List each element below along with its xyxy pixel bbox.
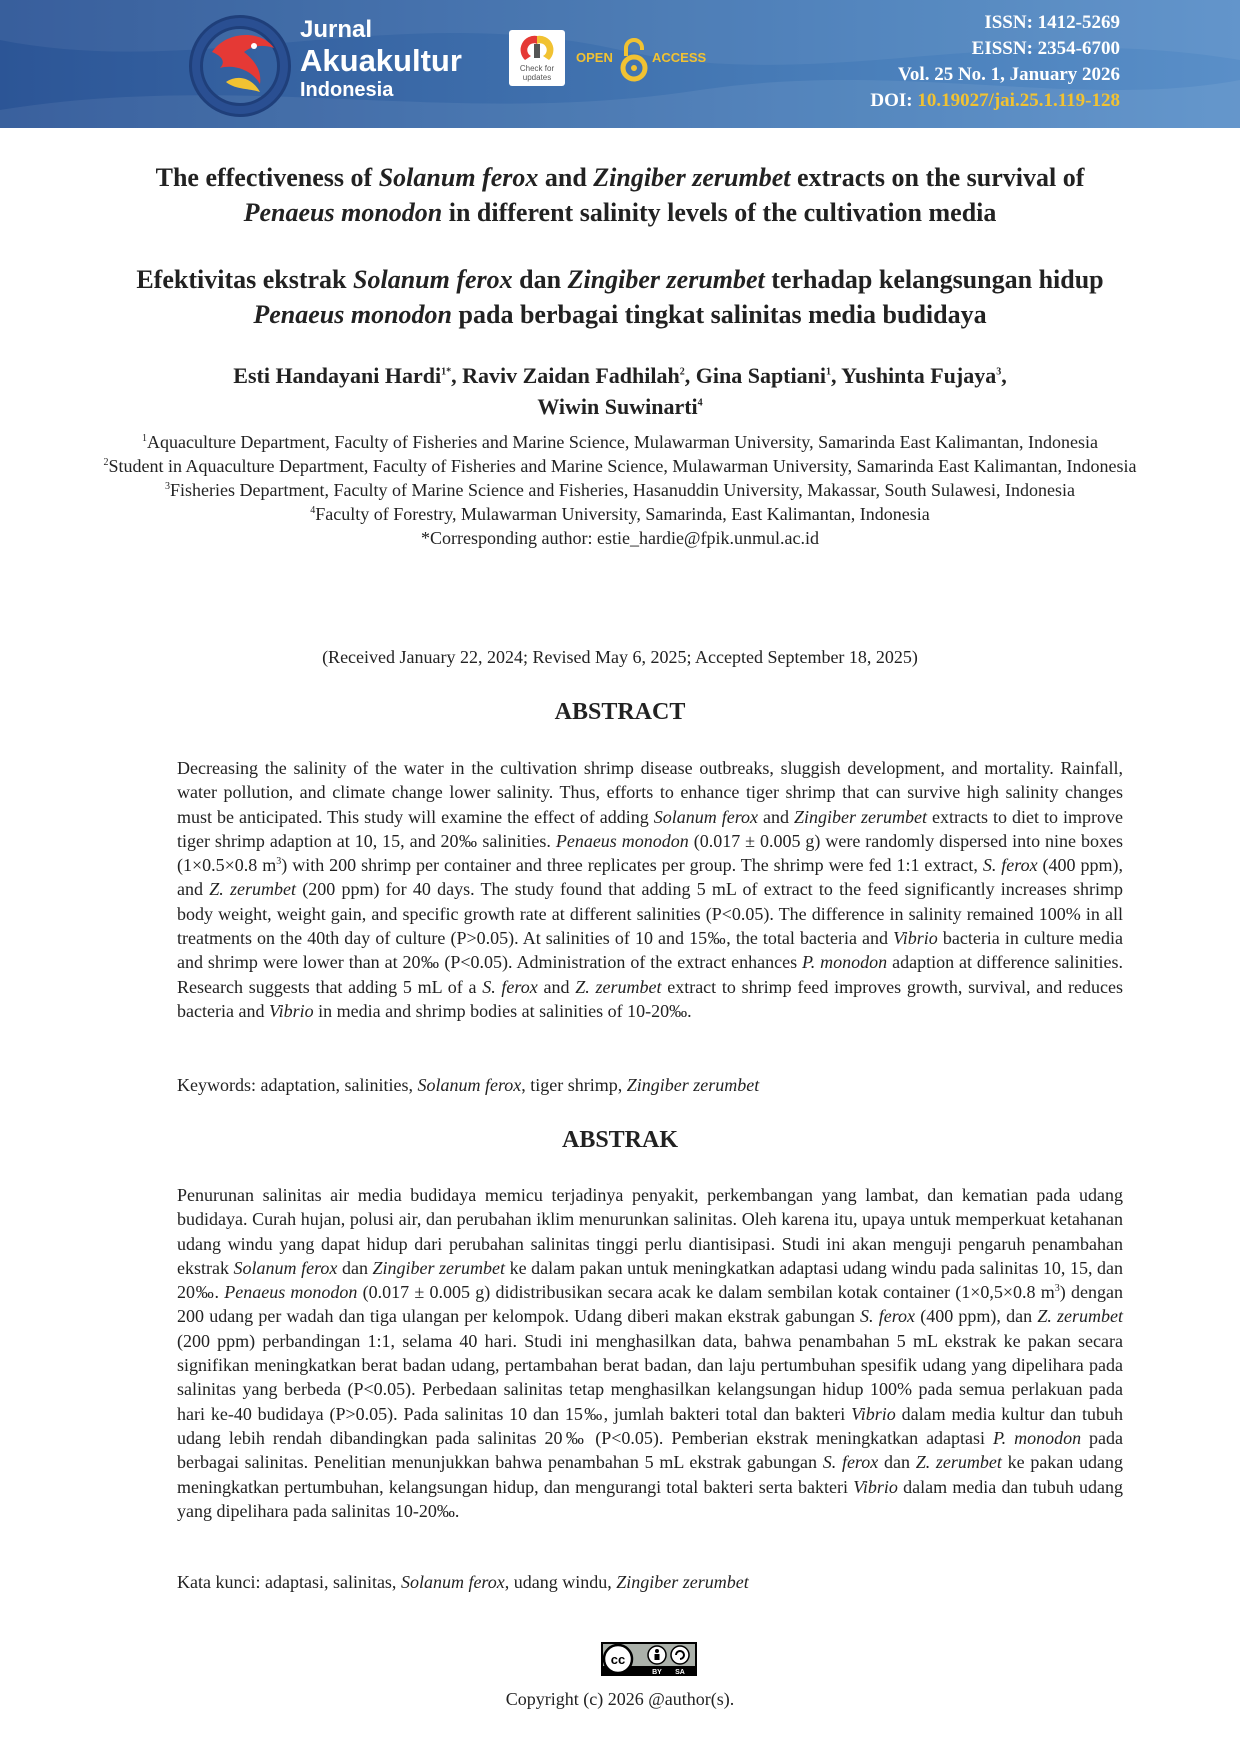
cc-by-label: BY <box>652 1669 662 1676</box>
title-en-text: and <box>538 163 594 192</box>
affiliation-text: Aquaculture Department, Faculty of Fisheries and Marine Science, Mulawarman University, Samarinda East Kalimantan, Indonesia <box>146 432 1099 452</box>
affiliation-mark: 4 <box>310 505 316 516</box>
cc-mark: cc <box>610 1652 626 1667</box>
abstrak-body <box>177 1183 1123 1523</box>
abstract-text: and <box>758 806 795 827</box>
cc-by-sa-icon[interactable] <box>601 1642 697 1676</box>
author-separator: , <box>830 363 842 388</box>
abstrak-text: Penurunan salinitas air media budidaya memicu terjadinya penyakit, perkembangan yang lambat, dan kematian pada udang budidaya. Curah hujan, polusi air, dan perubahan iklim menurunkan salinitas. Oleh karena itu, upaya untuk memperkuat ketahanan udang windu yang dapat hidup dari perubahan salinitas tinggi perlu diantisipasi. Studi ini akan menguji pengaruh penambahan ekstrak <box>177 1185 1123 1278</box>
abstrak-text: ke pakan udang meningkatkan pertumbuhan, kelangsungan hidup, dan mengurangi total bakteri serta bakteri <box>177 1452 1123 1497</box>
journal-name-line1: Jurnal <box>300 16 373 43</box>
affiliation-text: Faculty of Forestry, Mulawarman University, Samarinda, East Kalimantan, Indonesia <box>315 504 930 524</box>
corresponding-author: *Corresponding author: estie_hardie@fpik.unmul.ac.id <box>421 528 819 548</box>
abstract-italic: Penaeus monodon <box>555 830 689 851</box>
abstract-text: bacteria in culture media and shrimp were lower than at 20‰ (P<0.05). Administration of the extract enhances <box>177 928 1123 973</box>
affiliation-3 <box>0 478 1240 502</box>
abstrak-text: (0.017 ± 0.005 g) didistribusikan secara acak ke dalam sembilan kotak container (1×0,5×0.8 m <box>357 1282 1055 1303</box>
abstrak-superscript: 3 <box>1054 1283 1060 1295</box>
affiliation-list <box>0 430 1240 550</box>
abstract-italic: Z. zerumbet <box>575 976 662 997</box>
abstract-italic: S. ferox <box>482 976 538 997</box>
journal-logo-icon <box>182 12 298 120</box>
check-for-updates-badge[interactable] <box>509 30 565 86</box>
kata-kunci-italic: Zingiber zerumbet <box>616 1572 749 1592</box>
title-id-species: Penaeus monodon <box>253 300 453 329</box>
title-id-text: pada berbagai tingkat salinitas media budidaya <box>452 300 987 329</box>
affiliation-mark: 2 <box>103 457 109 468</box>
journal-header-banner <box>0 0 1240 128</box>
issn: ISSN: 1412-5269 <box>984 12 1120 33</box>
abstrak-text: dan <box>337 1257 373 1278</box>
kata-kunci <box>177 1570 1123 1594</box>
cc-sa-label: SA <box>675 1669 685 1676</box>
author-affil-mark: 4 <box>697 397 703 409</box>
check-updates-icon <box>509 30 565 66</box>
abstrak-italic: Solanum ferox <box>233 1257 338 1278</box>
abstract-text: ) with 200 shrimp per container and three replicates per group. The shrimp were fed 1:1 extract, <box>281 855 983 876</box>
abstrak-italic: P. monodon <box>992 1427 1082 1448</box>
abstrak-italic: Vibrio <box>851 1403 896 1424</box>
keywords-text: , tiger shrimp, <box>521 1075 627 1095</box>
title-en-species: Penaeus monodon <box>243 198 443 227</box>
affiliation-text: Student in Aquaculture Department, Faculty of Fisheries and Marine Science, Mulawarman University, Samarinda East Kalimantan, Indonesia <box>108 456 1137 476</box>
author-name: Esti Handayani Hardi <box>233 363 442 388</box>
title-en-text: in different salinity levels of the cultivation media <box>442 198 997 227</box>
abstrak-italic: Z. zerumbet <box>1037 1306 1124 1327</box>
doi-link[interactable]: 10.19027/jai.25.1.119-128 <box>917 90 1120 111</box>
abstract-italic: Z. zerumbet <box>209 879 296 900</box>
abstrak-italic: Penaeus monodon <box>224 1282 358 1303</box>
abstract-heading: ABSTRACT <box>554 699 686 725</box>
author-affil-mark: 2 <box>679 366 685 378</box>
author-name: Gina Saptiani <box>695 363 826 388</box>
title-english <box>0 160 1240 230</box>
abstract-body <box>177 756 1123 1023</box>
keywords-italic: Zingiber zerumbet <box>626 1075 760 1095</box>
copyright-notice: Copyright (c) 2026 @author(s). <box>505 1689 735 1709</box>
abstract-text: adaption at difference salinities. Research suggests that adding 5 mL of a <box>177 952 1123 997</box>
kata-kunci-text: , udang windu, <box>504 1572 617 1592</box>
abstract-text: extract to shrimp feed improves growth, survival, and reduces bacteria and <box>177 976 1123 1021</box>
title-id-species: Zingiber zerumbet <box>567 265 765 294</box>
abstrak-italic: Vibrio <box>853 1476 898 1497</box>
abstrak-text: ) dengan 200 udang per wadah dan tiga ulangan per kelompok. Udang diberi makan ekstrak gabungan <box>177 1282 1123 1327</box>
abstract-text: in media and shrimp bodies at salinities of 10-20‰. <box>313 1000 692 1021</box>
kata-kunci-italic: Solanum ferox <box>400 1572 505 1592</box>
journal-name-line3: Indonesia <box>300 79 394 101</box>
title-id-species: Solanum ferox <box>353 265 513 294</box>
title-id-text: dan <box>512 265 568 294</box>
volume-issue: Vol. 25 No. 1, January 2026 <box>897 64 1120 85</box>
abstrak-text: (200 ppm) perbandingan 1:1, selama 40 hari. Studi ini menghasilkan data, bahwa penambahan 5 mL ekstrak ke pakan secara signifikan meningkatkan berat badan udang, pertambahan berat badan, dan laju pertumbuhan spesifik udang yang dipelihara pada salinitas yang berbeda (P<0.05). Perbedaan salinitas tetap menghasilkan kelangsungan hidup 100% pada semua perlakuan pada hari ke-40 budidaya (P>0.05). Pada salinitas 10 dan 15‰, jumlah bakteri total dan bakteri <box>177 1330 1123 1424</box>
title-en-text: The effectiveness of <box>155 163 379 192</box>
title-indonesian <box>0 262 1240 332</box>
journal-name-line2: Akuakultur <box>300 43 462 78</box>
title-en-species: Zingiber zerumbet <box>593 163 791 192</box>
abstract-italic: Solanum ferox <box>653 806 759 827</box>
kata-kunci-text: Kata kunci: adaptasi, salinitas, <box>177 1572 401 1592</box>
doi <box>870 88 1120 114</box>
author-separator: , <box>1001 363 1007 388</box>
abstrak-italic: Z. zerumbet <box>915 1452 1002 1473</box>
abstrak-text: dan <box>878 1452 916 1473</box>
author-affil-mark: 1 <box>825 366 831 378</box>
author-name: Raviv Zaidan Fadhilah <box>462 363 680 388</box>
abstrak-text: dalam media dan tubuh udang yang dipelihara pada salinitas 10-20‰. <box>177 1476 1123 1521</box>
affiliation-2 <box>0 454 1240 478</box>
open-access-access: ACCESS <box>652 50 707 65</box>
abstrak-text: pada berbagai salinitas. Penelitian menunjukkan bahwa penambahan 5 mL ekstrak gabungan <box>177 1427 1123 1473</box>
title-id-text: Efektivitas ekstrak <box>136 265 354 294</box>
keywords-italic: Solanum ferox <box>417 1075 522 1095</box>
abstrak-heading: ABSTRAK <box>561 1127 679 1153</box>
submission-dates: (Received January 22, 2024; Revised May 6, 2025; Accepted September 18, 2025) <box>322 647 918 667</box>
abstract-text: extracts to diet to improve tiger shrimp adaption at 10, 15, and 20‰ salinities. <box>177 806 1123 851</box>
author-affil-mark: 1* <box>441 366 452 378</box>
abstract-italic: Zingiber zerumbet <box>794 806 928 827</box>
abstrak-italic: S. ferox <box>860 1306 916 1327</box>
author-name: Yushinta Fujaya <box>841 363 997 388</box>
abstract-text: and <box>537 976 576 997</box>
journal-name <box>300 16 462 102</box>
author-name: Wiwin Suwinarti <box>537 394 698 419</box>
check-updates-label: Check for updates <box>519 64 555 82</box>
eissn: EISSN: 2354-6700 <box>971 38 1120 59</box>
title-en-species: Solanum ferox <box>378 163 539 192</box>
abstract-text: (0.017 ± 0.005 g) were randomly dispersed into nine boxes (1×0.5×0.8 m <box>177 830 1123 876</box>
abstrak-text: dalam media kultur dan tubuh udang lebih rendah dibandingkan pada salinitas 20‰ (P<0.05). Pemberian ekstrak meningkatkan adaptasi <box>177 1403 1124 1448</box>
abstract-text: (400 ppm), and <box>177 855 1123 900</box>
keywords <box>177 1073 1123 1097</box>
affiliation-4 <box>0 502 1240 526</box>
title-id-text: terhadap kelangsungan hidup <box>764 265 1104 294</box>
journal-issn-block <box>870 10 1120 114</box>
keywords-text: Keywords: adaptation, salinities, <box>177 1075 418 1095</box>
abstract-italic: Vibrio <box>268 1000 314 1021</box>
title-en-text: extracts on the survival of <box>790 163 1085 192</box>
author-separator: , <box>451 363 463 388</box>
abstract-superscript: 3 <box>276 856 282 868</box>
affiliation-text: Fisheries Department, Faculty of Marine Science and Fisheries, Hasanuddin University, Makassar, South Sulawesi, Indonesia <box>170 480 1075 500</box>
abstrak-text: (400 ppm), dan <box>915 1306 1038 1327</box>
author-list <box>0 360 1240 422</box>
abstrak-italic: Zingiber zerumbet <box>372 1257 506 1278</box>
abstract-text: Decreasing the salinity of the water in the cultivation shrimp disease outbreaks, sluggish development, and mortality. Rainfall, water pollution, and climate change lower salinity. Thus, efforts to enhance tiger shrimp that can survive high salinity changes must be anticipated. This study will examine the effect of adding <box>177 758 1123 827</box>
affiliation-1 <box>0 430 1240 454</box>
open-lock-icon <box>620 38 648 84</box>
abstract-italic: P. monodon <box>802 952 888 973</box>
affiliation-mark: 1 <box>141 433 147 444</box>
abstract-italic: S. ferox <box>982 855 1038 876</box>
affiliation-mark: 3 <box>165 481 171 492</box>
open-access-open: OPEN <box>576 50 613 65</box>
abstrak-text: ke dalam pakan untuk meningkatkan adaptasi udang windu pada salinitas 10, 15, dan 20‰. <box>177 1257 1123 1303</box>
abstract-text: (200 ppm) for 40 days. The study found that adding 5 mL of extract to the feed significantly increases shrimp body weight, weight gain, and specific growth rate at different salinities (P<0.05). The difference in salinity remained 100% in all treatments on the 40th day of culture (P>0.05). At salinities of 10 and 15‰, the total bacteria and <box>177 879 1124 949</box>
author-affil-mark: 3 <box>996 366 1002 378</box>
abstract-italic: Vibrio <box>893 928 938 949</box>
author-separator: , <box>684 363 696 388</box>
doi-label: DOI: <box>870 90 918 111</box>
abstrak-italic: S. ferox <box>822 1452 879 1473</box>
